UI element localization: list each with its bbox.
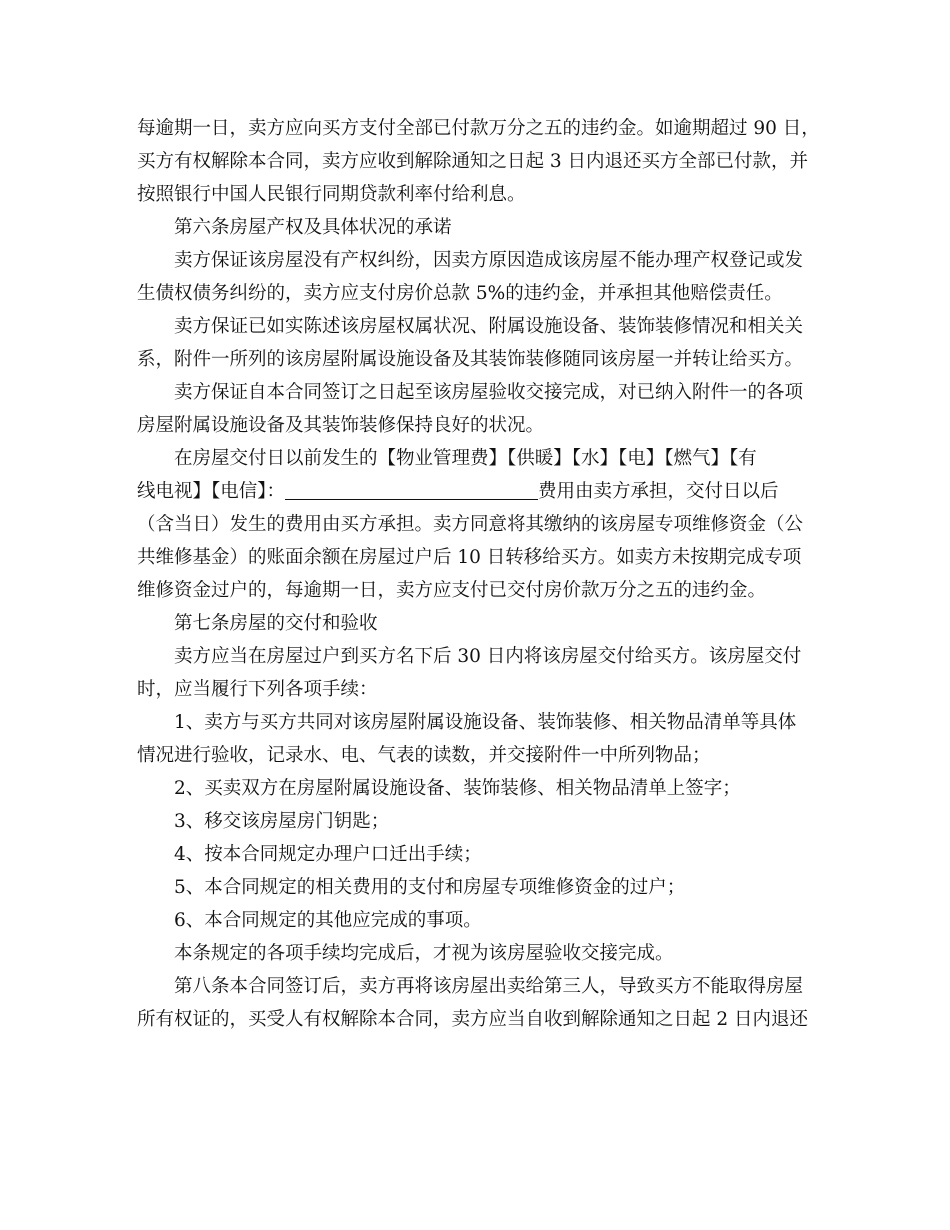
text-line: 情况进行验收，记录水、电、气表的读数，并交接附件一中所列物品； [137,745,711,766]
text-line: 买方有权解除本合同，卖方应收到解除通知之日起 3 日内退还买方全部已付款，并 [137,151,809,172]
text-line: 6、本合同规定的其他应完成的事项。 [174,910,482,931]
text-line: 5、本合同规定的相关费用的支付和房屋专项维修资金的过户； [174,877,686,898]
text-line: 1、卖方与买方共同对该房屋附属设施设备、装饰装修、相关物品清单等具体 [174,712,797,733]
text-line: 按照银行中国人民银行同期贷款利率付给利息。 [137,184,526,205]
text-line: 卖方应当在房屋过户到买方名下后 30 日内将该房屋交付给买方。该房屋交付 [174,646,802,667]
contract-body-text [137,112,827,1036]
text-line: 生债权债务纠纷的，卖方应支付房价总款 5%的违约金，并承担其他赔偿责任。 [137,283,783,304]
text-line: （含当日）发生的费用由买方承担。卖方同意将其缴纳的该房屋专项维修资金（公 [137,514,804,535]
text-line: 第八条本合同签订后，卖方再将该房屋出卖给第三人，导致买方不能取得房屋 [174,976,804,997]
text-line: 每逾期一日，卖方应向买方支付全部已付款万分之五的违约金。如逾期超过 90 日， [137,118,820,139]
text-line: 第七条房屋的交付和验收 [174,613,378,634]
text-segment: 线电视】【电信】： [137,481,286,502]
text-line: 第六条房屋产权及具体状况的承诺 [174,217,452,238]
text-line: 共维修基金）的账面余额在房屋过户后 10 日转移给买方。如卖方未按期完成专项 [137,547,802,568]
text-line: 房屋附属设施设备及其装饰装修保持良好的状况。 [137,415,545,436]
text-line: 在房屋交付日以前发生的【物业管理费】【供暖】【水】【电】【燃气】【有 [174,448,757,469]
text-line: 卖方保证已如实陈述该房屋权属状况、附属设施设备、装饰装修情况和相关关 [174,316,804,337]
text-line: 卖方保证自本合同签订之日起至该房屋验收交接完成，对已纳入附件一的各项 [174,382,804,403]
text-line: 所有权证的，买受人有权解除本合同，卖方应当自收到解除通知之日起 2 日内退还 [137,1009,809,1030]
fill-in-blank [285,477,538,500]
text-line [137,475,827,508]
text-line: 卖方保证该房屋没有产权纠纷，因卖方原因造成该房屋不能办理产权登记或发 [174,250,804,271]
text-line: 2、买卖双方在房屋附属设施设备、装饰装修、相关物品清单上签字； [174,778,741,799]
text-line: 时，应当履行下列各项手续： [137,679,378,700]
text-segment: 费用由卖方承担，交付日以后 [538,481,779,502]
text-line: 3、移交该房屋房门钥匙； [174,811,390,832]
text-line: 本条规定的各项手续均完成后，才视为该房屋验收交接完成。 [174,943,674,964]
text-line: 系，附件一所列的该房屋附属设施设备及其装饰装修随同该房屋一并转让给买方。 [137,349,804,370]
text-line: 维修资金过户的，每逾期一日，卖方应支付已交付房价款万分之五的违约金。 [137,580,767,601]
text-line: 4、按本合同规定办理户口迁出手续； [174,844,482,865]
